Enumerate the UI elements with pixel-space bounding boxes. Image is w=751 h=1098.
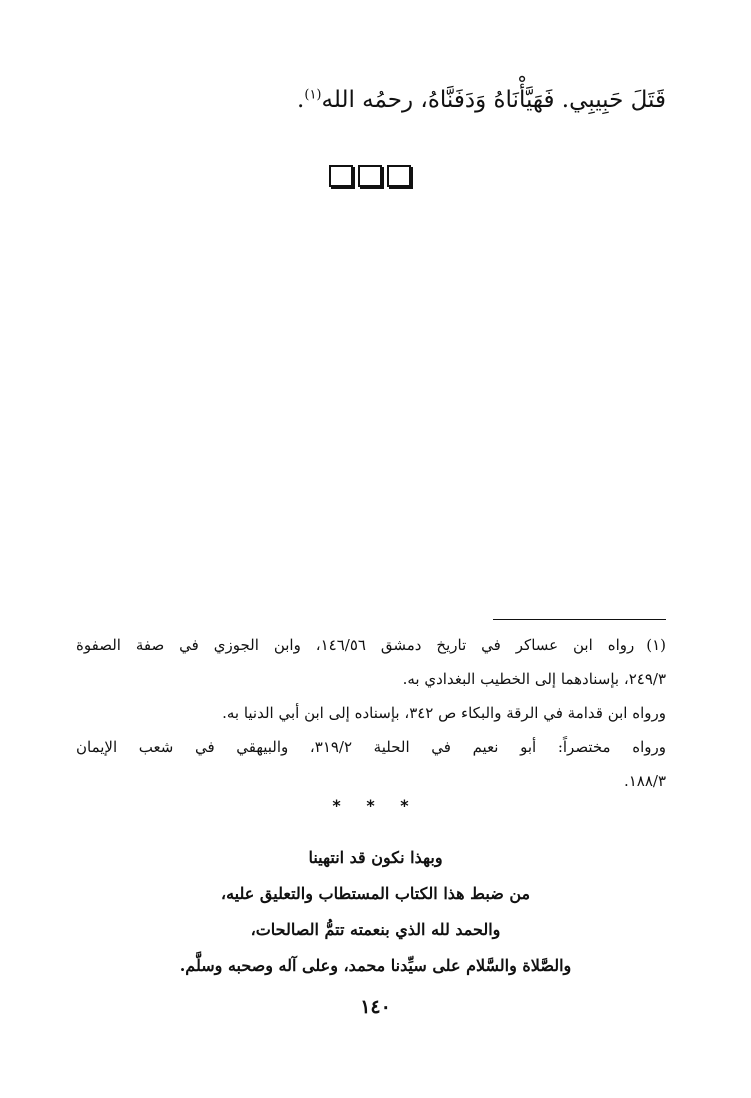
footnote-text: ١٨٨/٣. <box>623 772 666 790</box>
footnote-text: ورواه ابن قدامة في الرقة والبكاء ص ٣٤٢، بإسناده إلى ابن أبي الدنيا به. <box>222 704 666 722</box>
separator-box-icon <box>329 165 353 187</box>
separator-box-icon <box>358 165 382 187</box>
footnote-rule <box>493 619 666 620</box>
closing-line-2: من ضبط هذا الكتاب المستطاب والتعليق عليه، <box>220 884 531 903</box>
page-number: ١٤٠ <box>360 996 391 1018</box>
body-text-end: . <box>297 87 305 113</box>
footnote-text: رواه ابن عساكر في تاريخ دمشق ١٤٦/٥٦، وابن الجوزي في صفة الصفوة <box>76 636 635 654</box>
footnote-line-4 <box>76 730 666 764</box>
separator-box-icon <box>387 165 411 187</box>
footnote-number: (١) <box>646 636 666 654</box>
footnotes <box>76 628 666 798</box>
footnote-text: ٢٤٩/٣، بإسنادهما إلى الخطيب البغدادي به. <box>402 670 666 688</box>
footnote-reference[interactable]: (١) <box>304 87 322 103</box>
star-divider: * * * <box>332 796 419 815</box>
footnote-text: ورواه مختصراً: أبو نعيم في الحلية ٣١٩/٢، والبيهقي في شعب الإيمان <box>76 738 666 756</box>
body-text: قَتَلَ حَبِيبِي. فَهَيَّأْنَاهُ وَدَفَنَّاهُ، رحمُه الله <box>321 87 666 113</box>
footnote-line-3 <box>76 696 666 730</box>
body-text-line <box>66 80 666 120</box>
closing-statement <box>0 840 751 984</box>
footnote-line-1 <box>76 628 666 662</box>
footnote-line-2 <box>76 662 666 696</box>
closing-line-1: وبهذا نكون قد انتهينا <box>308 848 443 867</box>
footnote-line-5 <box>76 764 666 798</box>
closing-line-4: والصَّلاة والسَّلام على سيِّدنا محمد، وعلى آله وصحبه وسلَّم. <box>179 956 572 975</box>
closing-line-3: والحمد لله الذي بنعمته تتمُّ الصالحات، <box>250 920 501 939</box>
section-separator-boxes <box>329 165 413 189</box>
